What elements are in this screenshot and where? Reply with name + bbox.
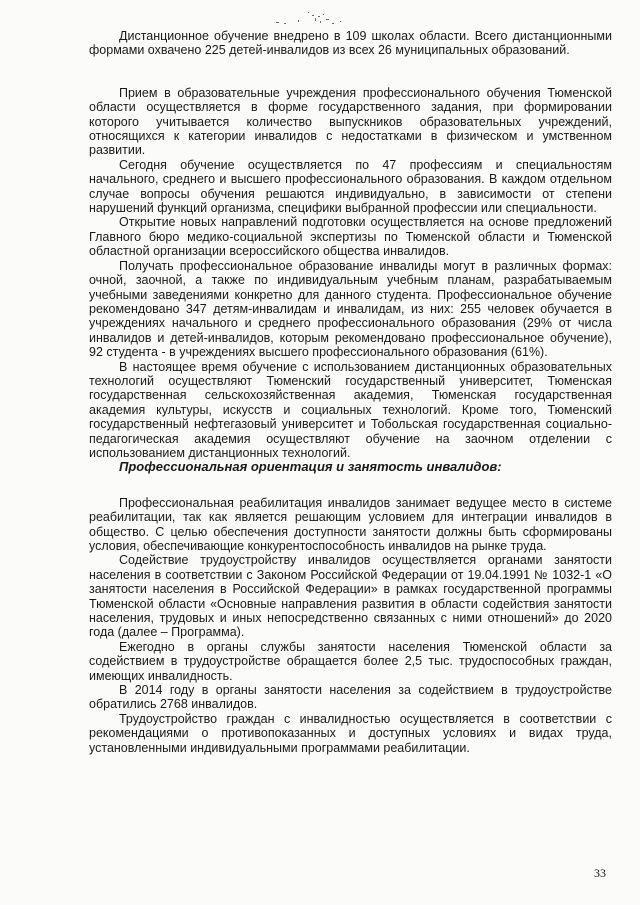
section-heading: Профессиональная ориентация и занятость инвалидов: [119, 459, 502, 475]
paragraph-employment-programs: Трудоустройство граждан с инвалидностью осуществляется в соответствии с рекомендациями о противопоказанных и доступных условиях и видах труда, установленными индивидуальными программами реабилитации. [89, 711, 612, 755]
paragraph-universities: В настоящее время обучение с использованием дистанционных образовательных технологий осуществляют Тюменский государственный университет, Тюменская государственная сельскохозяйственная академия, Тюменская государственная академия культуры, искусств и социальных технологий. Кроме того, Тюменский государственный нефтегазовый университет и Тобольская государственная социально-педагогическая академия осуществляют обучение на заочном отделении с использованием дистанционных технологий. [89, 359, 612, 460]
paragraph-admission: Прием в образовательные учреждения профессионального обучения Тюменской области осуществляется в форме государственного задания, при формировании которого учитывается количество выпускников образовательных учреждений, относящихся к категории инвалидов с недостатками в физическом и умственном развитии. [89, 85, 612, 158]
paragraph-annual-applications: Ежегодно в органы службы занятости населения Тюменской области за содействием в трудоустройстве обращается более 2,5 тыс. трудоспособных граждан, имеющих инвалидность. [89, 639, 612, 683]
paragraph-distance-learning: Дистанционное обучение внедрено в 109 школах области. Всего дистанционными формами охвачено 225 детей-инвалидов из всех 26 муниципальных образований. [89, 29, 612, 58]
scan-artifact [268, 6, 358, 28]
paragraph-rehabilitation: Профессиональная реабилитация инвалидов занимает ведущее место в системе реабилитации, так как является решающим условием для интеграции инвалидов в общество. С целью обеспечения доступности занятости должны быть сформированы условия, обеспечивающие конкурентоспособность инвалидов на рынке труда. [89, 495, 612, 553]
paragraph-employment-assistance: Содействие трудоустройству инвалидов осуществляется органами занятости населения в соответствии с Законом Российской Федерации от 19.04.1991 № 1032-1 «О занятости населения в Российской Федерации» в рамках государственной программы Тюменской области «Основные направления развития в области содействия занятости населения, трудовых и иных непосредственно связанных с ними отношений» до 2020 года (далее – Программа). [89, 553, 612, 640]
paragraph-2014-statistics: В 2014 году в органы занятости населения за содействием в трудоустройстве обратились 2768 инвалидов. [89, 683, 612, 712]
page-number: 33 [594, 866, 606, 880]
paragraph-education-forms: Получать профессиональное образование инвалиды могут в различных формах: очной, заочной, а также по индивидуальным учебным планам, разрабатываемым учебными заведениями конкретно для данного студента. Профессиональное обучение рекомендовано 347 детям-инвалидам и инвалидам, из них: 255 человек обучается в учреждениях начального и среднего профессионального образования (29% от числа инвалидов и детей-инвалидов, которым рекомендовано профессиональное обучение), 92 студента - в учреждениях высшего профессионального образования (61%). [89, 258, 612, 360]
document-body [89, 29, 612, 755]
paragraph-professions: Сегодня обучение осуществляется по 47 профессиям и специальностям начального, среднего и высшего профессионального образования. В каждом отдельном случае вопросы обучения решаются индивидуально, в зависимости от степени нарушений функций организма, специфики выбранной профессии или специальности. [89, 157, 612, 216]
paragraph-new-directions: Открытие новых направлений подготовки осуществляется на основе предложений Главного бюро медико-социальной экспертизы по Тюменской области и Тюменской областной организации всероссийского общества инвалидов. [89, 215, 612, 259]
